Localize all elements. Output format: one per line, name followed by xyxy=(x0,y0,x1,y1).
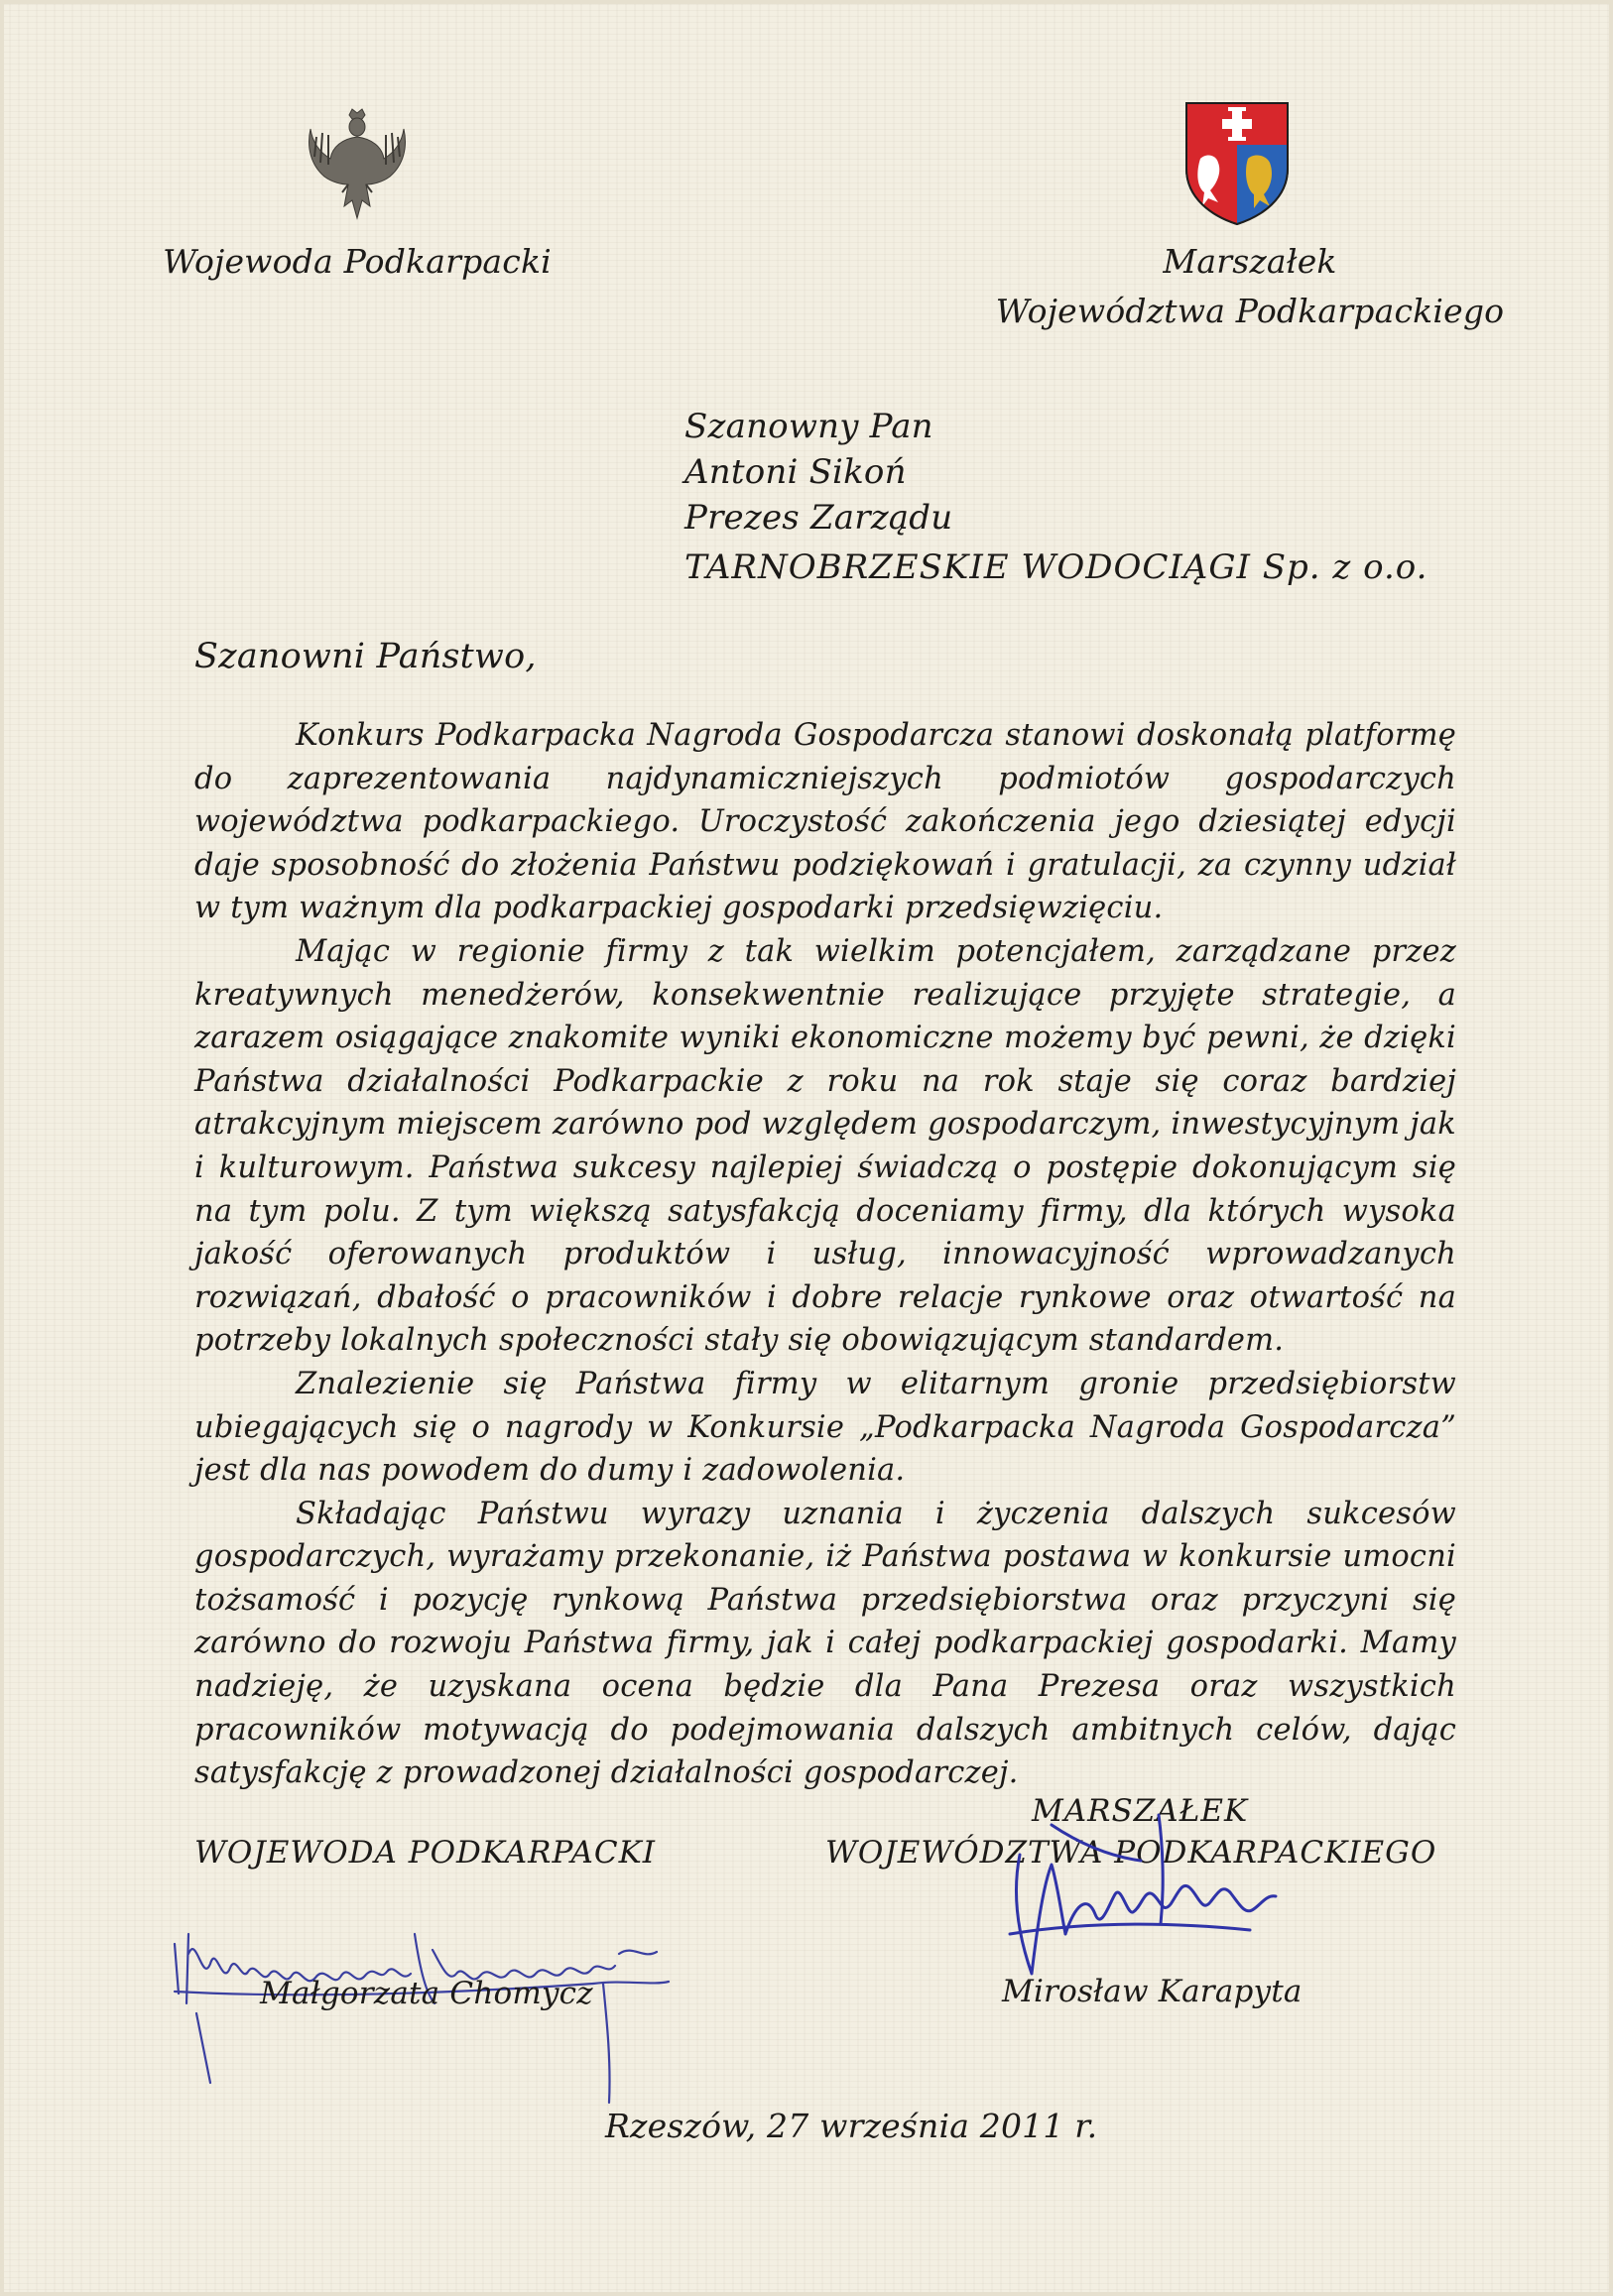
letter-body xyxy=(194,714,1456,1795)
body-paragraph-4: Składając Państwu wyrazy uznania i życzenia dalszych sukcesów gospodarczych, wyrażamy przekonanie, iż Państwa postawa w konkursie umocni tożsamość i pozycję rynkową Państwa przedsiębiorstwa oraz przyczyni się zarówno do rozwoju Państwa firmy, jak i całej podkarpackiej gospodarki. Mamy nadzieję, że uzyskana ocena będzie dla Pana Prezesa oraz wszystkich pracowników motywacją do podejmowania dalszych ambitnych celów, dając satysfakcję z prowadzonej działalności gospodarczej. xyxy=(194,1496,1456,1791)
body-paragraph-2: Mając w regionie firmy z tak wielkim potencjałem, zarządzane przez kreatywnych menedżerów, konsekwentnie realizujące przyjęte strategie, a zarazem osiągające znakomite wyniki ekonomiczne możemy być pewni, że dzięki Państwa działalności Podkarpackie z roku na rok staje się coraz bardziej atrakcyjnym miejscem zarówno pod względem gospodarczym, inwestycyjnym jak i kulturowym. Państwa sukcesy najlepiej świadczą o postępie dokonującym się na tym polu. Z tym większą satysfakcją doceniamy firmy, dla których wysoka jakość oferowanych produktów i usług, innowacyjność wprowadzanych rozwiązań, dbałość o pracowników i dobre relacje rynkowe oraz otwartość na potrzeby lokalnych społeczności stały się obowiązującym standardem. xyxy=(194,933,1456,1359)
recipient-name: Antoni Sikoń xyxy=(684,452,907,492)
signature-right-title-line2: WOJEWÓDZTWA PODKARPACKIEGO xyxy=(825,1835,1437,1871)
salutation: Szanowni Państwo, xyxy=(194,637,537,676)
body-paragraph-3: Znalezienie się Państwa firmy w elitarnym gronie przedsiębiorstw ubiegających się o nagrody w Konkursie „Podkarpacka Nagroda Gospodarcza” jest dla nas powodem do dumy i zadowolenia. xyxy=(194,1366,1456,1489)
body-paragraph-1: Konkurs Podkarpacka Nagroda Gospodarcza stanowi doskonałą platformę do zaprezentowania najdynamiczniejszych podmiotów gospodarczych województwa podkarpackiego. Uroczystość zakończenia jego dziesiątej edycji daje sposobność do złożenia Państwu podziękowań i gratulacji, za czynny udział w tym ważnym dla podkarpackiej gospodarki przedsięwzięciu. xyxy=(194,718,1456,926)
signature-right-name: Mirosław Karapyta xyxy=(1002,1974,1303,2009)
place-and-date: Rzeszów, 27 września 2011 r. xyxy=(605,2107,1098,2145)
recipient-company: TARNOBRZESKIE WODOCIĄGI Sp. z o.o. xyxy=(684,547,1428,587)
podkarpackie-coat-of-arms-icon xyxy=(1182,99,1292,226)
header-right-title-line1: Marszałek xyxy=(1163,242,1337,281)
recipient-position: Prezes Zarządu xyxy=(684,498,953,538)
signature-right-title-line1: MARSZAŁEK xyxy=(1032,1793,1249,1829)
header-left-title: Wojewoda Podkarpacki xyxy=(163,242,552,281)
header-right-title-line2: Województwa Podkarpackiego xyxy=(995,292,1505,330)
polish-eagle-emblem-icon xyxy=(303,107,412,226)
signature-left-title: WOJEWODA PODKARPACKI xyxy=(194,1835,656,1871)
handwritten-signature-right xyxy=(992,1785,1290,2003)
recipient-greeting: Szanowny Pan xyxy=(684,407,933,446)
signature-left-name: Małgorzata Chomycz xyxy=(260,1976,593,2011)
